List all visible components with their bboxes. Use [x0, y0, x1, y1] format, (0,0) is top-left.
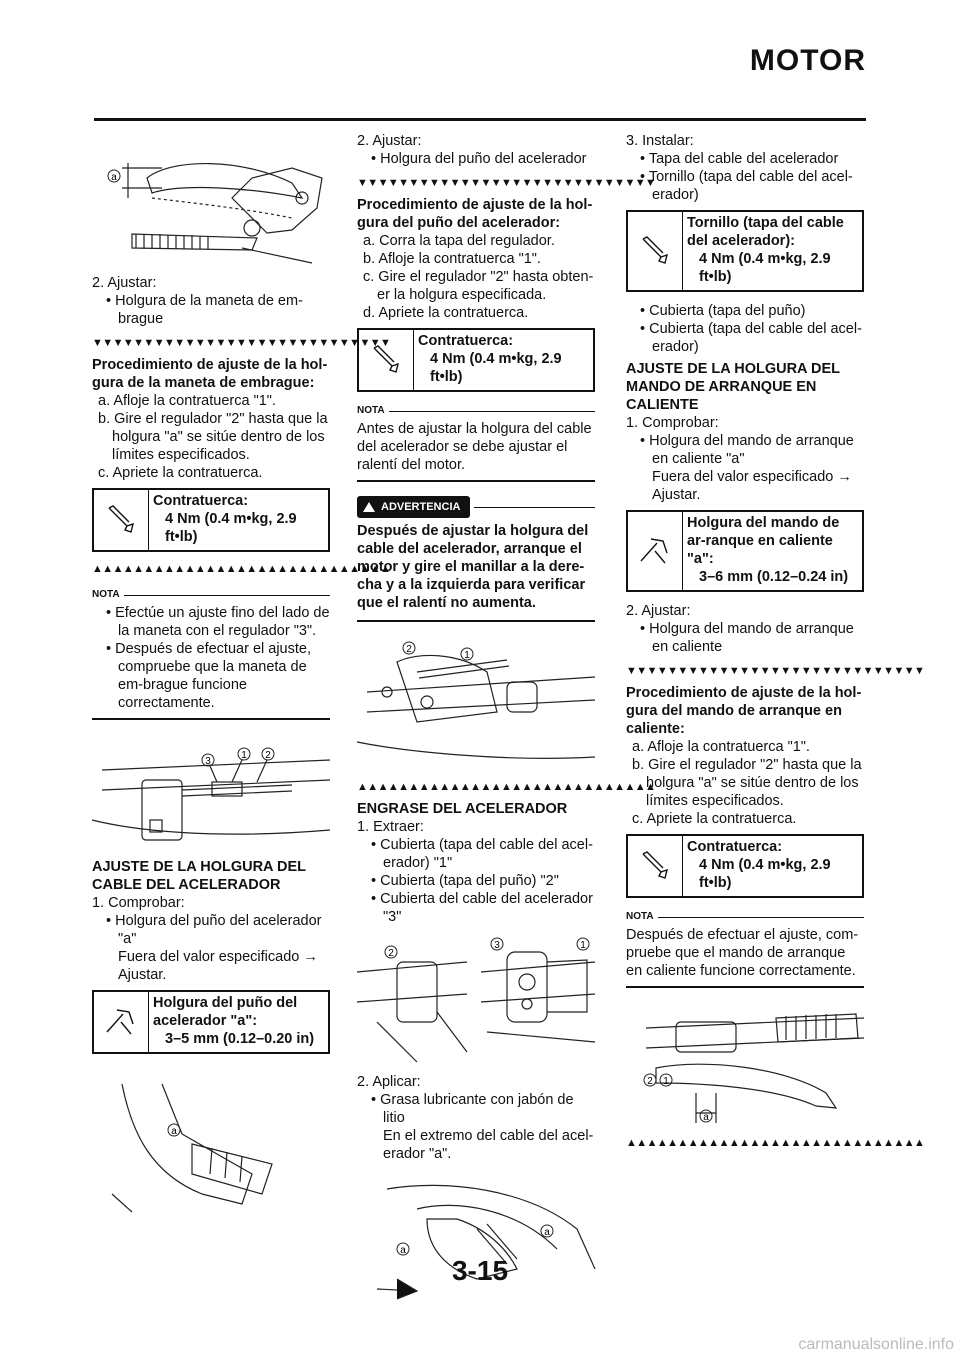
spec-value: 3–6 mm (0.12–0.24 in)	[699, 569, 849, 585]
triangle-divider-up: ▲▲▲▲▲▲▲▲▲▲▲▲▲▲▲▲▲▲▲▲▲▲▲▲▲▲▲▲▲	[357, 781, 656, 793]
procedure-step-c: c. Gire el regulador "2" hasta obten-er la holgura especificada.	[363, 269, 594, 303]
triangle-divider-up: ▲▲▲▲▲▲▲▲▲▲▲▲▲▲▲▲▲▲▲▲▲▲▲▲▲▲▲▲▲	[92, 563, 391, 575]
wrench-icon	[359, 330, 414, 390]
triangle-divider-down: ▼▼▼▼▼▼▼▼▼▼▼▼▼▼▼▼▼▼▼▼▼▼▼▼▼▼▼▼▼	[626, 665, 925, 677]
triangle-divider-up: ▲▲▲▲▲▲▲▲▲▲▲▲▲▲▲▲▲▲▲▲▲▲▲▲▲▲▲▲▲	[626, 1137, 925, 1149]
section-heading: AJUSTE DE LA HOLGURA DEL CABLE DEL ACELERADOR	[92, 859, 306, 893]
spec-value: 4 Nm (0.4 m•kg, 2.9 ft•lb)	[165, 511, 297, 545]
note-label: NOTA	[357, 405, 385, 416]
throttle-adjuster-figure	[357, 632, 595, 772]
fig-label-a: a	[111, 172, 117, 183]
fig-label-2: 2	[647, 1076, 653, 1087]
step-1-bullet-2: • Cubierta (tapa del puño) "2"	[371, 873, 559, 889]
step-2-bullet-cont: brague	[118, 311, 164, 327]
step-2-bullet: • Holgura del mando de arranque en caliente	[640, 621, 854, 655]
section-heading: ENGRASE DEL ACELERADOR	[357, 801, 568, 817]
spec-box-locknut	[92, 488, 330, 552]
warning-icon	[363, 502, 375, 512]
note-label: NOTA	[626, 911, 654, 922]
note-box	[626, 908, 864, 988]
procedure-step-a: a. Afloje la contratuerca "1".	[632, 739, 810, 755]
gauge-icon	[628, 512, 683, 590]
spec-value: 3–5 mm (0.12–0.20 in)	[165, 1031, 315, 1047]
note-bullet-1: • Efectúe un ajuste fino del lado de la maneta con el regulador "3".	[106, 605, 330, 639]
column-2	[357, 132, 656, 1310]
spec-box-screw	[626, 210, 864, 292]
fig-label-3: 3	[205, 756, 211, 767]
spec-title: Holgura del puño del acelerador "a":	[153, 995, 298, 1029]
note-text: Después de efectuar el ajuste, com-pruebe que el mando de arranque en caliente funcione correctamente.	[626, 927, 859, 979]
step-2: 2. Ajustar:	[357, 133, 422, 149]
footer-watermark: carmanualsonline.info	[798, 1336, 954, 1353]
step-3-bullet-2: • Tornillo (tapa del cable del acel-erador)	[640, 169, 853, 203]
spec-box-locknut	[626, 834, 864, 898]
fig-label-2: 2	[265, 750, 271, 761]
clutch-adjuster-figure	[92, 730, 330, 850]
step-1-bullet-cont: Fuera del valor especificado → Ajustar.	[118, 949, 318, 983]
fig-label-3: 3	[494, 940, 500, 951]
procedure-title: Procedimiento de ajuste de la hol-gura del puño del acelerador:	[357, 197, 593, 231]
spec-title: Holgura del mando de ar-ranque en caliente "a":	[687, 515, 840, 567]
procedure-step-b: b. Gire el regulador "2" hasta que la holgura "a" se sitúe dentro de los límites especificados.	[98, 411, 328, 463]
fig-label-1: 1	[464, 650, 470, 661]
step-2: 2. Ajustar:	[626, 603, 691, 619]
procedure-step-b: b. Gire el regulador "2" hasta que la holgura "a" se sitúe dentro de los límites especificados.	[632, 757, 862, 809]
step-2b-bullet-cont: En el extremo del cable del acel-erador "a".	[383, 1128, 594, 1162]
procedure-step-a: a. Corra la tapa del regulador.	[363, 233, 555, 249]
spec-box-locknut	[357, 328, 595, 392]
step-2-bullet: • Holgura de la maneta de em-	[106, 293, 303, 309]
step-2: 2. Ajustar:	[92, 275, 157, 291]
page-header	[94, 44, 866, 122]
header-rule	[94, 118, 866, 121]
warning-box	[357, 496, 595, 622]
spec-title: Contratuerca:	[687, 839, 783, 855]
step-3-bullet-4: • Cubierta (tapa del cable del acel-erador)	[640, 321, 862, 355]
step-1-bullet-3: • Cubierta del cable del acelerador "3"	[371, 891, 593, 925]
spec-box-throttle-freeplay	[92, 990, 330, 1054]
page-number: 3-15	[451, 1255, 509, 1286]
fig-label-2: 2	[406, 644, 412, 655]
step-3-bullet-3: • Cubierta (tapa del puño)	[640, 303, 806, 319]
fig-label-2: 2	[388, 948, 394, 959]
clutch-lever-figure	[92, 138, 330, 268]
fig-label-1: 1	[580, 940, 586, 951]
note-label: NOTA	[92, 589, 120, 600]
step-1: 1. Comprobar:	[626, 415, 719, 431]
procedure-step-a: a. Afloje la contratuerca "1".	[98, 393, 276, 409]
throttle-grip-figure	[92, 1064, 330, 1214]
procedure-title: Procedimiento de ajuste de la hol-gura del mando de arranque en caliente:	[626, 685, 862, 737]
gauge-icon	[94, 992, 149, 1052]
step-3: 3. Instalar:	[626, 133, 694, 149]
note-box	[92, 586, 330, 720]
procedure-step-c: c. Apriete la contratuerca.	[632, 811, 797, 827]
fig-label-a: a	[544, 1227, 550, 1238]
step-1: 1. Comprobar:	[92, 895, 185, 911]
column-3	[626, 132, 925, 1156]
throttle-covers-figure	[357, 932, 595, 1067]
note-box	[357, 402, 595, 482]
fig-label-a: a	[171, 1126, 177, 1137]
note-bullet-2: • Después de efectuar el ajuste, compruebe que la maneta de em-brague funcione correctamente.	[106, 641, 311, 711]
warning-badge: ADVERTENCIA	[357, 496, 470, 518]
section-title: MOTOR	[749, 44, 866, 77]
spec-title: Tornillo (tapa del cable del acelerador):	[687, 215, 844, 249]
spec-value: 4 Nm (0.4 m•kg, 2.9 ft•lb)	[699, 251, 831, 285]
step-2b: 2. Aplicar:	[357, 1074, 421, 1090]
procedure-step-c: c. Apriete la contratuerca.	[98, 465, 263, 481]
fig-label-a: a	[400, 1245, 406, 1256]
step-3-bullet-1: • Tapa del cable del acelerador	[640, 151, 839, 167]
triangle-divider-down: ▼▼▼▼▼▼▼▼▼▼▼▼▼▼▼▼▼▼▼▼▼▼▼▼▼▼▼▼▼	[92, 337, 391, 349]
step-2b-bullet: • Grasa lubricante con jabón de litio	[371, 1092, 574, 1126]
step-1-bullet: • Holgura del mando de arranque en caliente "a"	[640, 433, 854, 467]
warning-text: Después de ajustar la holgura del cable del acelerador, arranque el motor y gire el manillar a la dere-cha y a la izquierda para verificar que el ralentí no aumenta.	[357, 523, 589, 611]
step-1-bullet-cont: Fuera del valor especificado → Ajustar.	[652, 469, 852, 503]
spec-value: 4 Nm (0.4 m•kg, 2.9 ft•lb)	[430, 351, 562, 385]
step-2-bullet: • Holgura del puño del acelerador	[371, 151, 587, 167]
fig-label-a: a	[703, 1112, 709, 1123]
spec-box-hotstart-freeplay	[626, 510, 864, 592]
step-1-bullet-1: • Cubierta (tapa del cable del acel-erador) "1"	[371, 837, 593, 871]
wrench-icon	[628, 836, 683, 896]
fig-label-1: 1	[241, 750, 247, 761]
procedure-title: Procedimiento de ajuste de la hol-gura de la maneta de embrague:	[92, 357, 328, 391]
triangle-divider-down: ▼▼▼▼▼▼▼▼▼▼▼▼▼▼▼▼▼▼▼▼▼▼▼▼▼▼▼▼▼	[357, 177, 656, 189]
procedure-step-d: d. Apriete la contratuerca.	[363, 305, 529, 321]
wrench-icon	[628, 212, 683, 290]
step-1-bullet: • Holgura del puño del acelerador "a"	[106, 913, 322, 947]
note-text: Antes de ajustar la holgura del cable del acelerador se debe ajustar el ralentí del motor.	[357, 421, 592, 473]
spec-title: Contratuerca:	[153, 493, 249, 509]
spec-value: 4 Nm (0.4 m•kg, 2.9 ft•lb)	[699, 857, 831, 891]
step-1: 1. Extraer:	[357, 819, 424, 835]
fig-label-1: 1	[663, 1076, 669, 1087]
hotstart-lever-figure	[626, 998, 864, 1128]
procedure-step-b: b. Afloje la contratuerca "1".	[363, 251, 541, 267]
spec-title: Contratuerca:	[418, 333, 514, 349]
wrench-icon	[94, 490, 149, 550]
section-heading: AJUSTE DE LA HOLGURA DEL MANDO DE ARRANQUE EN CALIENTE	[626, 361, 840, 413]
